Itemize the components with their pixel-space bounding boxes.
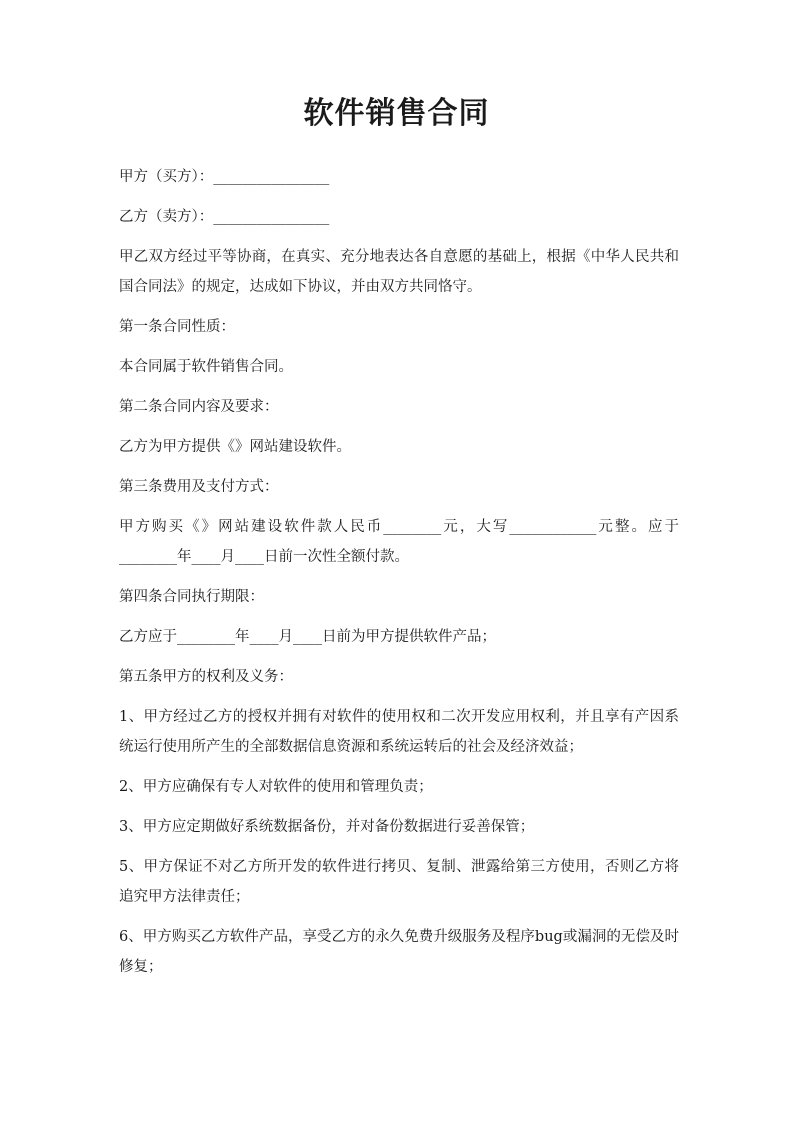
article-1-heading: 第一条合同性质： xyxy=(119,319,235,335)
article-4-heading: 第四条合同执行期限： xyxy=(119,589,264,605)
document-body xyxy=(119,162,679,992)
article-5-item-6: 6、甲方购买乙方软件产品，享受乙方的永久免费升级服务及程序bug或漏洞的无偿及时修复； xyxy=(119,929,679,975)
document-title: 软件销售合同 xyxy=(303,96,490,131)
article-4-text: 乙方应于________年____月____日前为甲方提供软件产品； xyxy=(119,629,496,645)
article-2-text: 乙方为甲方提供《》网站建设软件。 xyxy=(119,439,351,455)
article-5-item-1: 1、甲方经过乙方的授权并拥有对软件的使用权和二次开发应用权利，并且享有产因系统运行使用所产生的全部数据信息资源和系统运转后的社会及经济效益； xyxy=(119,709,679,755)
party-a-line: 甲方（买方）：________________ xyxy=(119,169,330,185)
article-2-heading: 第二条合同内容及要求： xyxy=(119,399,279,415)
preamble-paragraph: 甲乙双方经过平等协商，在真实、充分地表达各自意愿的基础上，根据《中华人民共和国合同法》的规定，达成如下协议，并由双方共同恪守。 xyxy=(119,249,679,295)
article-5-heading: 第五条甲方的权利及义务： xyxy=(119,669,293,685)
party-b-line: 乙方（卖方）：________________ xyxy=(119,209,330,225)
article-3-text: 甲方购买《》网站建设软件款人民币________元，大写____________元整。应于________年____月____日前一次性全额付款。 xyxy=(119,519,679,565)
article-5-item-2: 2、甲方应确保有专人对软件的使用和管理负责； xyxy=(119,779,433,795)
article-3-heading: 第三条费用及支付方式： xyxy=(119,479,279,495)
article-1-text: 本合同属于软件销售合同。 xyxy=(119,359,293,375)
article-5-item-3: 3、甲方应定期做好系统数据备份，并对备份数据进行妥善保管； xyxy=(119,819,535,835)
article-5-item-5: 5、甲方保证不对乙方所开发的软件进行拷贝、复制、泄露给第三方使用，否则乙方将追究甲方法律责任； xyxy=(119,859,679,905)
